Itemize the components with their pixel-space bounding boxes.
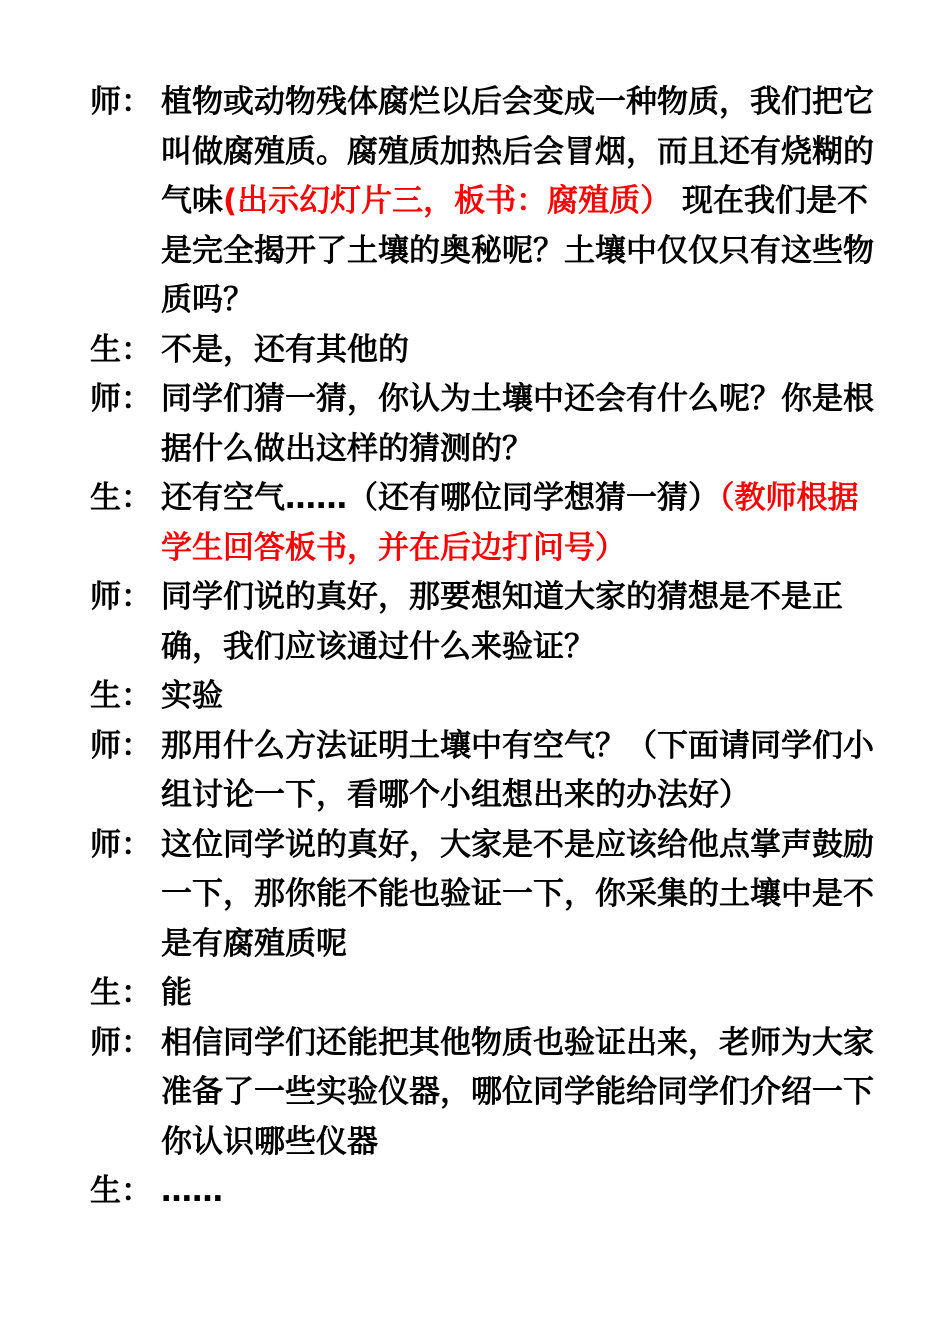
speaker-label: 师：	[90, 579, 152, 615]
turn-content	[161, 1019, 880, 1168]
utterance-text: 能	[161, 975, 192, 1011]
speaker-label: 师：	[90, 826, 152, 863]
speaker-label: 师：	[90, 84, 152, 120]
dialogue-turn	[90, 1167, 880, 1217]
dialogue-turn	[90, 573, 880, 672]
turn-content	[161, 821, 880, 970]
dialogue-turn	[90, 1019, 880, 1168]
utterance-text: 那用什么方法证明土壤中有空气？（下面请同学们小组讨论一下，看哪个小组想出来的办法好）	[161, 727, 874, 813]
turn-content	[161, 722, 880, 821]
speaker-label: 师：	[90, 1024, 152, 1061]
utterance-text: 同学们说的真好，那要想知道大家的猜想是不是正确，我们应该通过什么来验证？	[161, 579, 843, 665]
dialogue-turn	[90, 969, 880, 1019]
stage-direction-text: （教师根据学生回答板书，并在后边打问号）	[161, 480, 859, 566]
dialogue-turn	[90, 375, 880, 474]
speaker-label: 师：	[90, 381, 152, 417]
utterance-text: 同学们猜一猜，你认为土壤中还会有什么呢？你是根据什么做出这样的猜测的？	[161, 381, 874, 467]
turn-content	[161, 78, 880, 326]
utterance-text: 不是，还有其他的	[161, 331, 409, 368]
dialogue-turn	[90, 78, 880, 326]
turn-content	[161, 1167, 880, 1217]
utterance-text: ……	[161, 1173, 223, 1209]
dialogue-transcript	[90, 78, 880, 1217]
turn-content	[161, 474, 880, 573]
turn-content	[161, 573, 880, 672]
utterance-text: 相信同学们还能把其他物质也验证出来，老师为大家准备了一些实验仪器，哪位同学能给同学们介绍一下你认识哪些仪器	[161, 1024, 874, 1160]
speaker-label: 生：	[90, 331, 152, 368]
turn-content	[161, 672, 880, 722]
speaker-label: 师：	[90, 727, 152, 764]
speaker-label: 生：	[90, 1173, 152, 1209]
dialogue-turn	[90, 821, 880, 970]
dialogue-turn	[90, 722, 880, 821]
dialogue-turn	[90, 672, 880, 722]
dialogue-turn	[90, 474, 880, 573]
turn-content	[161, 375, 880, 474]
stage-direction-text: (出示幻灯片三，板书：腐殖质）	[223, 183, 672, 219]
speaker-label: 生：	[90, 678, 152, 714]
utterance-text: 还有空气……（还有哪位同学想猜一猜）	[161, 480, 719, 516]
speaker-label: 生：	[90, 975, 152, 1011]
turn-content	[161, 969, 880, 1019]
utterance-text: 这位同学说的真好，大家是不是应该给他点掌声鼓励一下，那你能不能也验证一下，你采集的土壤中是不是有腐殖质呢	[161, 826, 874, 962]
speaker-label: 生：	[90, 480, 152, 516]
utterance-text: 现在我们是不是完全揭开了土壤的奥秘呢？土壤中仅仅只有这些物质吗？	[161, 183, 874, 318]
utterance-text: 实验	[161, 678, 223, 714]
utterance-text: 植物或动物残体腐烂以后会变成一种物质，我们把它叫做腐殖质。腐殖质加热后会冒烟，而且还有烧糊的气味	[161, 84, 874, 219]
turn-content	[161, 326, 880, 376]
dialogue-turn	[90, 326, 880, 376]
